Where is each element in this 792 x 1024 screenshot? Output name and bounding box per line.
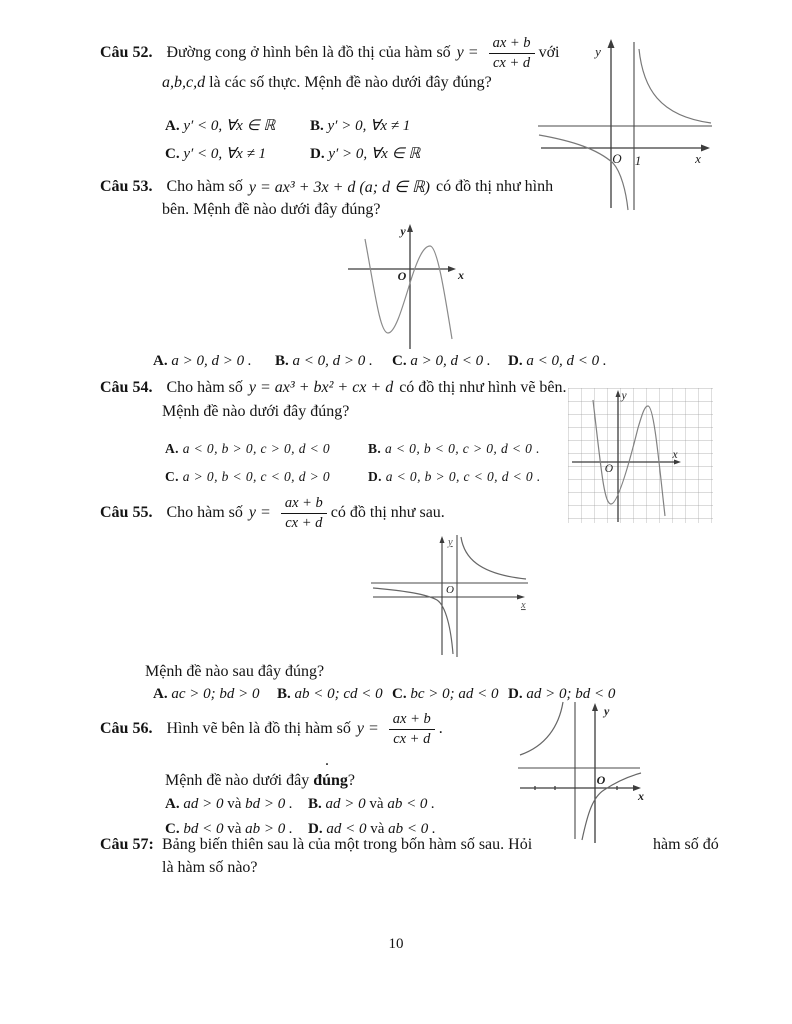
option-conjunction: và xyxy=(227,821,242,837)
option-letter: C. xyxy=(165,146,180,162)
option-math1: ad > 0 xyxy=(325,796,366,812)
q56-line1 xyxy=(100,706,443,752)
q53-option-d xyxy=(508,353,607,370)
q52-label: Câu 52. xyxy=(100,44,153,61)
option-letter: A. xyxy=(165,796,180,812)
option-letter: A. xyxy=(165,118,180,134)
y-axis-arrow xyxy=(608,39,615,48)
option-letter: B. xyxy=(277,686,291,702)
option-text: a < 0, b > 0, c > 0, d < 0 xyxy=(182,441,331,456)
q55-question: Mệnh đề nào sau đây đúng? xyxy=(145,663,325,680)
q56-fraction xyxy=(389,710,435,747)
q56-stray-dot: . xyxy=(325,752,329,769)
option-conjunction: và xyxy=(369,796,384,812)
y-axis-label: y xyxy=(448,537,453,548)
q52-intro: Đường cong ở hình bên là đồ thị của hàm số xyxy=(166,44,451,61)
q56-after-formula: . xyxy=(438,720,443,737)
page-number: 10 xyxy=(388,936,404,952)
hyperbola-upper-branch xyxy=(639,49,711,123)
x-axis-label: x xyxy=(458,268,464,282)
hyperbola-lower-branch xyxy=(582,773,641,840)
q55-intro: Cho hàm số xyxy=(166,504,243,521)
q55-option-a xyxy=(153,686,260,703)
q53-line2: bên. Mệnh đề nào dưới đây đúng? xyxy=(162,201,381,218)
option-letter: A. xyxy=(153,686,168,702)
option-letter: D. xyxy=(508,686,523,702)
q53-line1 xyxy=(100,177,553,197)
origin-label: O xyxy=(446,584,454,596)
fraction-denominator: cx + d xyxy=(285,514,323,531)
q57-line2: là hàm số nào? xyxy=(162,859,258,876)
q55-fraction xyxy=(281,494,327,531)
q55-option-c xyxy=(392,686,499,703)
option-math2: ab < 0 . xyxy=(387,796,435,812)
option-text: ac > 0; bd > 0 xyxy=(171,686,260,702)
tick-label-1: 1 xyxy=(634,153,642,168)
q54-option-c xyxy=(165,469,330,485)
option-letter: B. xyxy=(275,353,289,369)
option-math2: ab < 0 . xyxy=(388,821,436,837)
x-axis-label: x xyxy=(695,151,701,166)
q52-line1 xyxy=(100,30,559,76)
option-text: a < 0, d > 0 . xyxy=(292,353,373,369)
q53-text-rest: có đồ thị như hình xyxy=(436,178,554,195)
option-text: ab < 0; cd < 0 xyxy=(294,686,383,702)
q56-question-prefix: Mệnh đề nào dưới đây xyxy=(165,772,314,789)
q52-option-a xyxy=(165,116,275,135)
q56-question-suffix: ? xyxy=(347,772,356,789)
hyperbola-lower-branch xyxy=(539,135,628,210)
grid-background xyxy=(568,388,713,523)
q56-option-a xyxy=(165,796,293,813)
option-letter: A. xyxy=(165,441,179,456)
option-text: a < 0, b < 0, c > 0, d < 0 . xyxy=(384,441,540,456)
option-letter: D. xyxy=(310,146,325,162)
option-text: bc > 0; ad < 0 xyxy=(410,686,499,702)
q55-after-formula: có đồ thị như sau. xyxy=(330,504,445,521)
q53-option-c xyxy=(392,353,491,370)
y-axis-arrow xyxy=(440,536,445,543)
x-axis-arrow xyxy=(517,595,525,600)
q55-graph xyxy=(368,533,533,660)
option-text: ad > 0; bd < 0 xyxy=(526,686,616,702)
q56-label: Câu 56. xyxy=(100,720,153,737)
option-letter: B. xyxy=(308,796,322,812)
q52-option-d xyxy=(310,144,420,163)
fraction-denominator: cx + d xyxy=(492,54,531,71)
q55-line1 xyxy=(100,490,445,536)
q54-graph xyxy=(568,388,713,523)
option-math1: ad > 0 xyxy=(183,796,224,812)
option-text: a > 0, b < 0, c < 0, d > 0 xyxy=(182,469,331,484)
x-axis-arrow xyxy=(701,145,710,152)
q56-question xyxy=(165,772,355,790)
q52-line2-math: a,b,c,d xyxy=(162,74,206,91)
q54-math: y = ax³ + bx² + cx + d xyxy=(248,379,394,396)
y-axis-label: y xyxy=(595,44,601,59)
option-letter: C. xyxy=(165,821,180,837)
origin-label: O xyxy=(612,151,622,166)
option-letter: B. xyxy=(368,441,382,456)
q56-option-b xyxy=(308,796,435,813)
q52-option-c xyxy=(165,144,266,163)
option-letter: D. xyxy=(368,469,382,484)
option-math1: bd < 0 xyxy=(183,821,224,837)
q52-graph xyxy=(535,36,715,214)
option-text: y′ > 0, ∀x ≠ 1 xyxy=(327,118,411,134)
origin-label: O xyxy=(397,269,407,283)
hyperbola-upper-branch xyxy=(461,537,526,579)
q54-text-rest: có đồ thị như hình vẽ bên. xyxy=(399,379,567,396)
option-letter: C. xyxy=(392,686,407,702)
option-letter: C. xyxy=(165,469,179,484)
y-axis-arrow xyxy=(407,224,413,232)
option-text: y′ > 0, ∀x ∈ ℝ xyxy=(328,146,421,162)
q57-line1: Bảng biến thiên sau là của một trong bốn hàm số sau. Hỏi xyxy=(162,836,533,853)
fraction-denominator: cx + d xyxy=(393,730,431,747)
option-math1: ad < 0 xyxy=(326,821,367,837)
x-axis-label: x xyxy=(672,449,678,461)
q52-line2 xyxy=(162,74,492,92)
option-letter: D. xyxy=(508,353,523,369)
q54-option-a xyxy=(165,441,330,457)
q56-intro: Hình vẽ bên là đồ thị hàm số xyxy=(166,720,351,737)
y-axis-label: y xyxy=(604,704,610,718)
y-axis-label: y xyxy=(400,224,406,238)
q54-intro: Cho hàm số xyxy=(166,379,243,396)
q55-option-b xyxy=(277,686,383,703)
q52-line2-text: là các số thực. Mệnh đề nào dưới đây đúng? xyxy=(205,74,492,91)
q53-option-b xyxy=(275,353,373,370)
option-text: a < 0, b > 0, c < 0, d < 0 . xyxy=(385,469,541,484)
fraction-numerator: ax + b xyxy=(281,494,327,513)
q56-question-bold: đúng xyxy=(313,772,348,789)
option-letter: D. xyxy=(308,821,323,837)
q52-option-b xyxy=(310,116,410,135)
q55-formula-lhs: y = xyxy=(248,504,271,521)
x-axis-label: x xyxy=(521,600,526,611)
y-axis-arrow xyxy=(592,703,598,711)
q54-option-d xyxy=(368,469,541,485)
x-axis-label: x xyxy=(638,789,644,803)
option-conjunction: và xyxy=(370,821,385,837)
q54-label: Câu 54. xyxy=(100,379,153,396)
hyperbola-lower-branch xyxy=(373,588,453,654)
q56-graph xyxy=(518,698,695,848)
q55-label: Câu 55. xyxy=(100,504,153,521)
q53-math: y = ax³ + 3x + d (a; d ∈ ℝ) xyxy=(248,179,430,196)
q56-formula-lhs: y = xyxy=(356,720,379,737)
cubic-curve xyxy=(365,239,452,339)
option-math2: bd > 0 . xyxy=(245,796,293,812)
fraction-numerator: ax + b xyxy=(489,34,535,53)
origin-label: O xyxy=(596,773,606,787)
option-text: y′ < 0, ∀x ∈ ℝ xyxy=(183,118,276,134)
q52-after-formula: với xyxy=(538,44,560,61)
option-letter: A. xyxy=(153,353,168,369)
q54-option-b xyxy=(368,441,540,457)
q53-label: Câu 53. xyxy=(100,178,153,195)
hyperbola-upper-branch xyxy=(520,702,563,755)
option-letter: B. xyxy=(310,118,324,134)
fraction-numerator: ax + b xyxy=(389,710,435,729)
q52-fraction xyxy=(489,34,535,71)
q54-line1 xyxy=(100,379,567,397)
option-math2: ab > 0 . xyxy=(245,821,293,837)
option-text: a > 0, d > 0 . xyxy=(171,353,252,369)
y-axis-label: y xyxy=(621,390,627,402)
q53-graph xyxy=(338,221,488,353)
option-conjunction: và xyxy=(227,796,242,812)
q52-formula-lhs: y = xyxy=(456,44,479,61)
q57-label: Câu 57: xyxy=(100,836,154,853)
q57-line1-right: hàm số đó xyxy=(653,836,719,853)
q54-line2: Mệnh đề nào dưới đây đúng? xyxy=(162,403,350,420)
q53-intro: Cho hàm số xyxy=(166,178,243,195)
option-text: a > 0, d < 0 . xyxy=(410,353,491,369)
option-text: a < 0, d < 0 . xyxy=(526,353,607,369)
option-text: y′ < 0, ∀x ≠ 1 xyxy=(183,146,267,162)
x-axis-arrow xyxy=(448,266,456,272)
q53-option-a xyxy=(153,353,252,370)
option-letter: C. xyxy=(392,353,407,369)
origin-label: O xyxy=(604,463,613,475)
